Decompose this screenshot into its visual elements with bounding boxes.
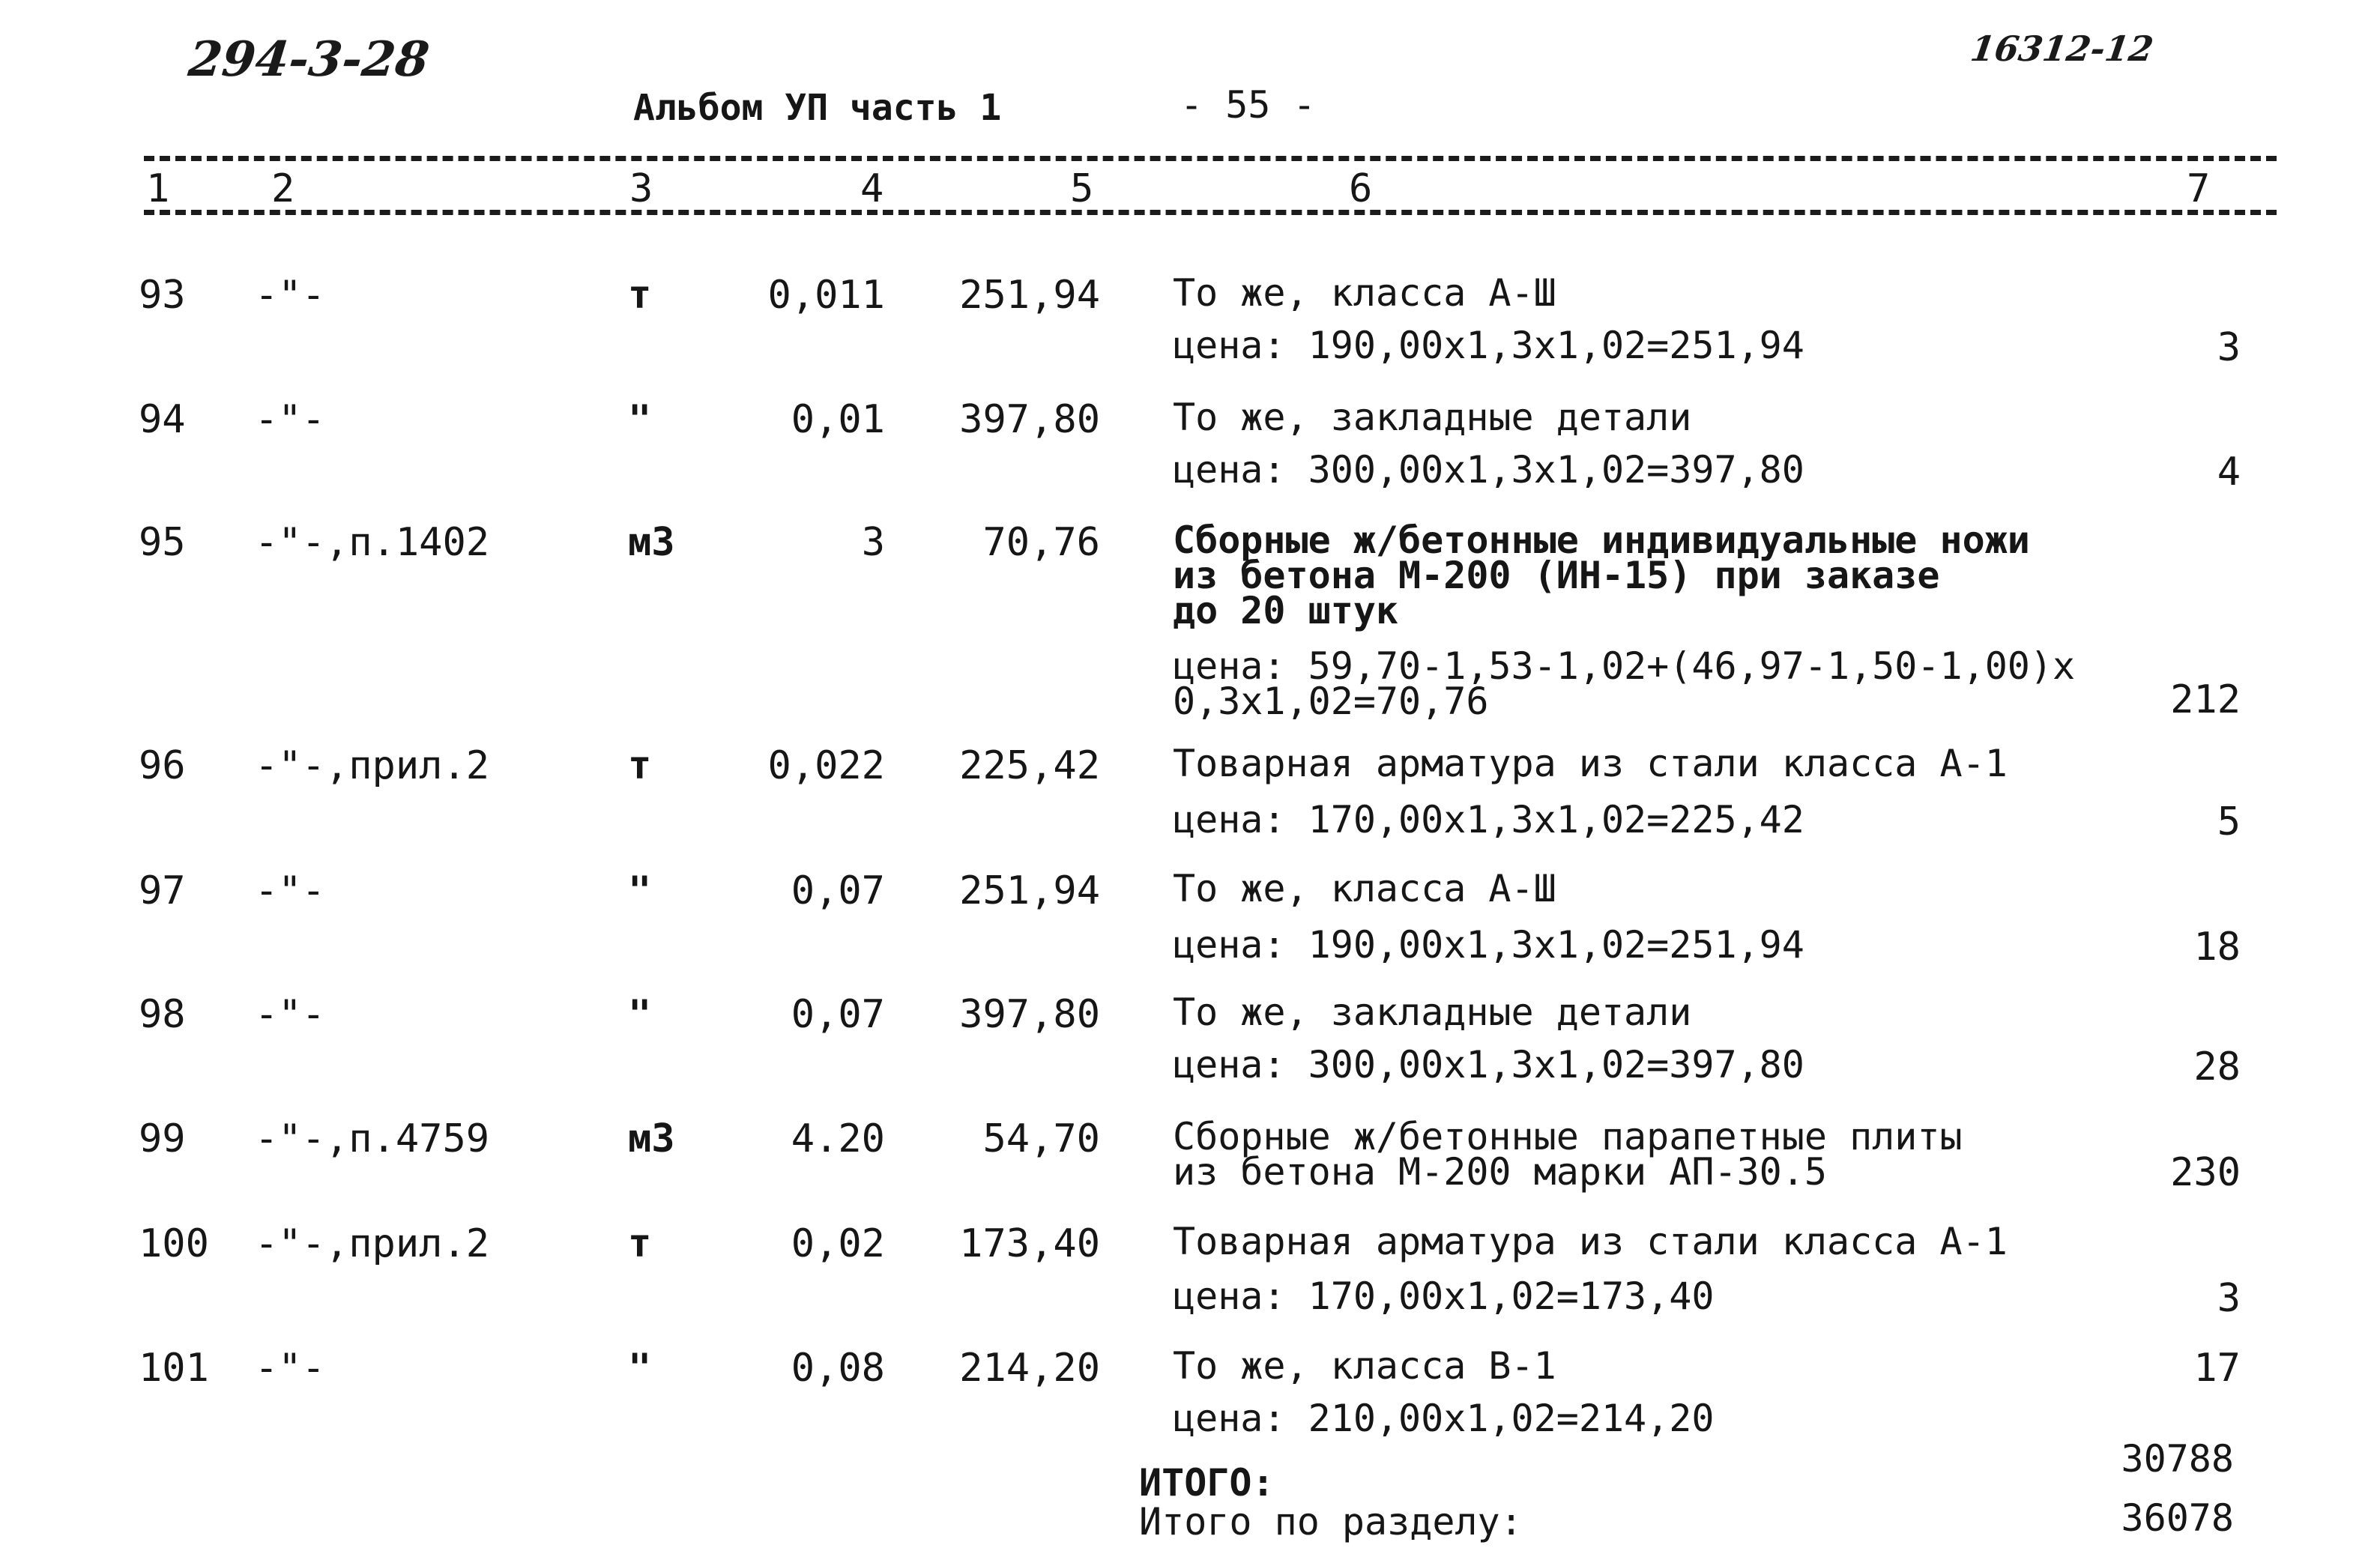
row-description: Сборные ж/бетонные индивидуальные ножи из бетона М-200 (ИН-15) при заказе до 20 штук [1173,519,2030,632]
row-total: 3 [2217,1276,2241,1321]
row-quantity: 4.20 [791,1116,885,1161]
table-row [0,271,2380,370]
row-number: 101 [139,1346,209,1391]
itogo-label: ИТОГО: [1139,1461,1275,1505]
row-unit-price: 70,76 [982,520,1100,565]
table-row [0,991,2380,1089]
table-row [0,867,2380,970]
row-description: Сборные ж/бетонные парапетные плиты из бетона М-200 марки АП-30.5 [1173,1115,1963,1194]
row-reference: -"- [255,397,325,442]
row-price-calc: цена: 300,00x1,3x1,02=397,80 [1173,1043,1804,1086]
header-rule-bottom [144,210,2277,215]
handwritten-sheet-code: 16312-12 [1968,28,2156,69]
row-quantity: 0,011 [767,273,885,318]
table-row [0,519,2380,723]
row-reference: -"-,прил.2 [255,743,490,788]
row-price-calc: цена: 59,70-1,53-1,02+(46,97-1,50-1,00)x 0,3x1,02=70,76 [1173,644,2076,723]
row-quantity: 0,022 [767,743,885,788]
page-number: - 55 - [1180,83,1316,127]
row-unit: т [628,1221,652,1266]
row-description: Товарная арматура из стали класса А-1 [1173,742,2008,785]
album-title: Альбом УП часть 1 [633,87,1002,129]
row-number: 95 [139,520,186,565]
row-unit: " [628,992,652,1037]
table-row [0,742,2380,844]
row-unit-price: 214,20 [959,1346,1100,1391]
column-header-2: 2 [271,166,295,211]
row-quantity: 0,08 [791,1346,885,1391]
row-price-calc: цена: 190,00x1,3x1,02=251,94 [1173,324,1804,367]
row-number: 99 [139,1116,186,1161]
row-description: То же, класса А-Ш [1173,271,1556,315]
row-total: 212 [2170,677,2241,722]
row-unit: м3 [628,1116,675,1161]
row-quantity: 0,07 [791,868,885,913]
itogo-value: 30788 [2121,1437,2234,1481]
row-quantity: 0,07 [791,992,885,1037]
row-total: 28 [2193,1044,2241,1089]
row-description: То же, класса В-1 [1173,1344,1556,1388]
column-header-7: 7 [2187,166,2211,211]
row-total: 5 [2217,799,2241,844]
row-quantity: 0,01 [791,397,885,442]
row-unit-price: 54,70 [982,1116,1100,1161]
row-total: 4 [2217,450,2241,495]
row-number: 93 [139,273,186,318]
row-price-calc: цена: 170,00x1,02=173,40 [1173,1275,1715,1318]
row-description: То же, закладные детали [1173,396,1692,439]
row-price-calc: цена: 190,00x1,3x1,02=251,94 [1173,923,1804,967]
handwritten-document-code: 294-3-28 [186,31,432,88]
row-reference: -"-,п.4759 [255,1116,490,1161]
row-total: 3 [2217,325,2241,370]
row-number: 96 [139,743,186,788]
row-description: Товарная арматура из стали класса А-1 [1173,1220,2008,1263]
row-price-calc: цена: 170,00x1,3x1,02=225,42 [1173,798,1804,841]
column-header-3: 3 [629,166,653,211]
row-number: 97 [139,868,186,913]
column-header-1: 1 [146,166,170,211]
table-row [0,396,2380,495]
row-quantity: 0,02 [791,1221,885,1266]
header-rule-top [144,156,2277,161]
row-unit: " [628,1346,652,1391]
row-total: 17 [2193,1346,2241,1391]
row-quantity: 3 [861,520,885,565]
table-row [0,1220,2380,1321]
row-price-calc: цена: 300,00x1,3x1,02=397,80 [1173,448,1804,492]
row-reference: -"- [255,273,325,318]
row-number: 98 [139,992,186,1037]
row-reference: -"- [255,868,325,913]
row-description: То же, закладные детали [1173,991,1692,1034]
row-reference: -"-,прил.2 [255,1221,490,1266]
column-header-4: 4 [860,166,884,211]
section-total-value: 36078 [2121,1496,2234,1540]
row-unit-price: 397,80 [959,992,1100,1037]
row-unit: т [628,273,652,318]
row-description: То же, класса А-Ш [1173,867,1556,910]
section-total-label: Итого по разделу: [1139,1500,1523,1544]
row-unit-price: 173,40 [959,1221,1100,1266]
row-unit-price: 251,94 [959,868,1100,913]
row-reference: -"- [255,992,325,1037]
row-unit: м3 [628,520,675,565]
row-reference: -"-,п.1402 [255,520,490,565]
row-unit: " [628,397,652,442]
row-unit: " [628,868,652,913]
row-total: 18 [2193,925,2241,970]
row-unit-price: 397,80 [959,397,1100,442]
row-unit-price: 251,94 [959,273,1100,318]
row-unit-price: 225,42 [959,743,1100,788]
row-total: 230 [2170,1150,2241,1195]
row-number: 100 [139,1221,209,1266]
row-unit: т [628,743,652,788]
row-reference: -"- [255,1346,325,1391]
row-price-calc: цена: 210,00x1,02=214,20 [1173,1397,1715,1440]
column-header-6: 6 [1349,166,1373,211]
column-header-5: 5 [1070,166,1094,211]
table-row [0,1344,2380,1440]
table-row [0,1115,2380,1195]
row-number: 94 [139,397,186,442]
